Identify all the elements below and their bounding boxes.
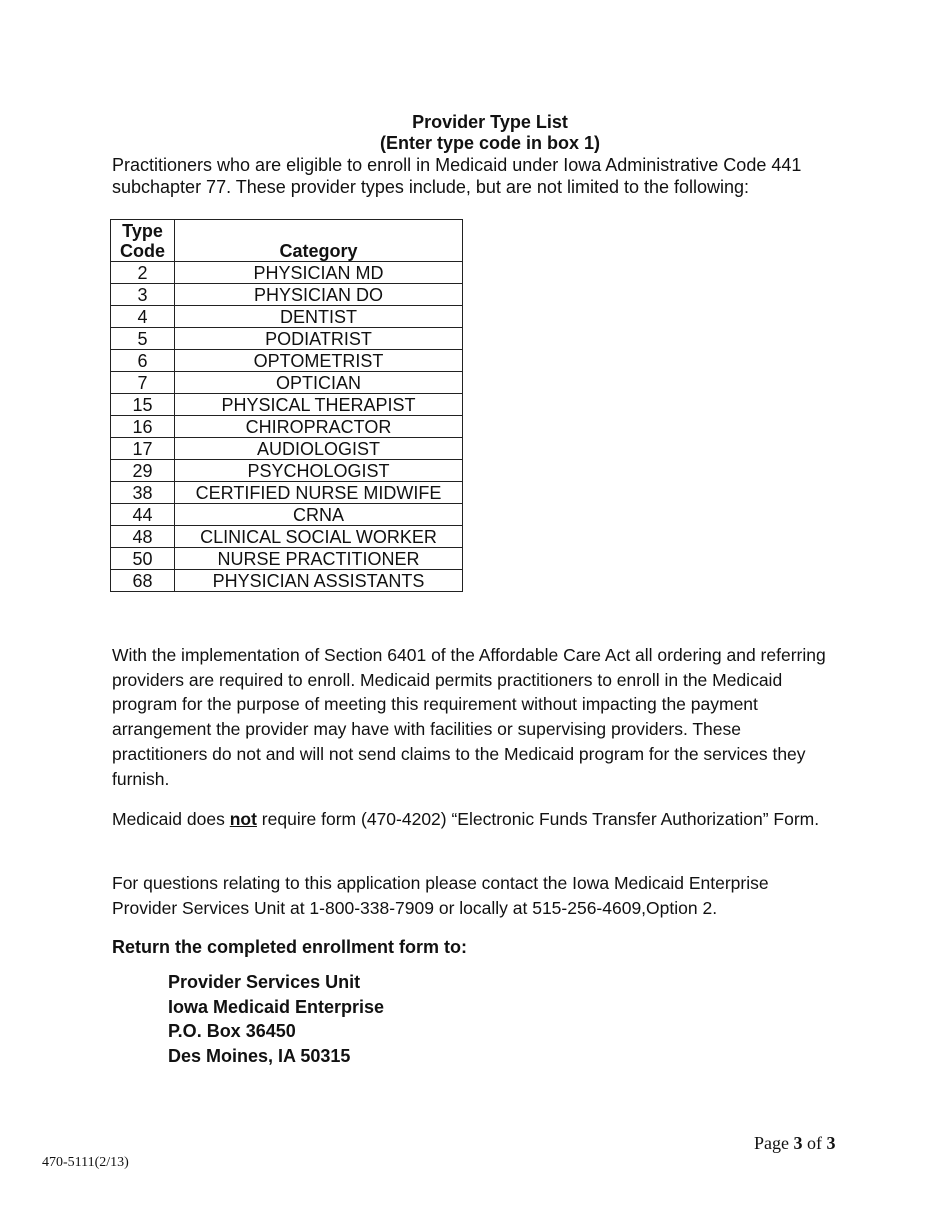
address-line: Iowa Medicaid Enterprise — [168, 996, 385, 1017]
type-code-cell: 50 — [111, 548, 175, 570]
table-row — [111, 526, 463, 548]
page-title: Provider Type List — [412, 112, 568, 132]
eft-paragraph — [112, 807, 832, 832]
table-row — [111, 372, 463, 394]
type-code-cell: 4 — [111, 306, 175, 328]
category-cell: PODIATRIST — [175, 328, 463, 350]
questions-paragraph: For questions relating to this application please contact the Iowa Medicaid Enterprise Provider Services Unit at 1-800-338-7909 or locally at 515-256-4609,Option 2. — [112, 873, 769, 918]
category-cell: CRNA — [175, 504, 463, 526]
table-row — [111, 394, 463, 416]
current-page: 3 — [793, 1133, 803, 1153]
type-code-cell: 48 — [111, 526, 175, 548]
eft-text-after: require form (470-4202) “Electronic Funds Transfer Authorization” Form. — [256, 809, 820, 829]
total-pages: 3 — [826, 1133, 836, 1153]
type-code-cell: 44 — [111, 504, 175, 526]
address-line: Provider Services Unit — [168, 972, 361, 992]
aca-paragraph: With the implementation of Section 6401 of the Affordable Care Act all ordering and referring providers are required to enroll. Medicaid permits practitioners to enroll in the Medicaid program for the purpose of meeting this requirement without impacting the payment arrangement the provider may have with facilities or supervising providers. These practitioners do not and will not send claims to the Medicaid program for the services they furnish. — [112, 645, 826, 789]
type-code-cell: 15 — [111, 394, 175, 416]
category-header: Category — [175, 220, 463, 262]
category-cell: NURSE PRACTITIONER — [175, 548, 463, 570]
category-cell: OPTICIAN — [175, 372, 463, 394]
category-cell: PHYSICIAN ASSISTANTS — [175, 570, 463, 592]
category-cell: CERTIFIED NURSE MIDWIFE — [175, 482, 463, 504]
document-title — [0, 112, 950, 154]
category-cell: AUDIOLOGIST — [175, 438, 463, 460]
table-row — [111, 460, 463, 482]
category-cell: DENTIST — [175, 306, 463, 328]
page-subtitle: (Enter type code in box 1) — [379, 133, 601, 153]
table-row — [111, 504, 463, 526]
table-row — [111, 482, 463, 504]
type-code-cell: 38 — [111, 482, 175, 504]
type-code-cell: 6 — [111, 350, 175, 372]
type-code-cell: 16 — [111, 416, 175, 438]
table-row — [111, 262, 463, 284]
address-line: Des Moines, IA 50315 — [168, 1046, 351, 1067]
category-cell: PHYSICIAN MD — [175, 262, 463, 284]
return-label: Return the completed enrollment form to: — [112, 937, 468, 957]
type-code-cell: 29 — [111, 460, 175, 482]
table-row — [111, 350, 463, 372]
intro-paragraph: Practitioners who are eligible to enroll in Medicaid under Iowa Administrative Code 441 subchapter 77. These provider types include, but are not limited to the following: — [112, 155, 802, 197]
table-row — [111, 570, 463, 592]
table-row — [111, 416, 463, 438]
type-code-cell: 3 — [111, 284, 175, 306]
table-row — [111, 306, 463, 328]
category-cell: PSYCHOLOGIST — [175, 460, 463, 482]
type-code-cell: 2 — [111, 262, 175, 284]
category-cell: CHIROPRACTOR — [175, 416, 463, 438]
form-id: 470-5111(2/13) — [42, 1155, 129, 1170]
type-code-cell: 7 — [111, 372, 175, 394]
category-cell: CLINICAL SOCIAL WORKER — [175, 526, 463, 548]
category-cell: OPTOMETRIST — [175, 350, 463, 372]
provider-type-table — [110, 219, 463, 592]
type-code-cell: 5 — [111, 328, 175, 350]
category-cell: PHYSICAL THERAPIST — [175, 394, 463, 416]
mailing-address — [168, 970, 384, 1069]
table-row — [111, 548, 463, 570]
address-line: P.O. Box 36450 — [168, 1021, 296, 1042]
table-row — [111, 328, 463, 350]
type-code-cell: 68 — [111, 570, 175, 592]
page-number: Page 3 of 3 — [754, 1133, 836, 1153]
eft-text-before: Medicaid does — [112, 809, 230, 829]
eft-emphasis: not — [229, 809, 257, 829]
table-header-row — [111, 220, 463, 262]
type-code-cell: 17 — [111, 438, 175, 460]
type-code-header: Type Code — [111, 220, 175, 262]
table-row — [111, 438, 463, 460]
table-row — [111, 284, 463, 306]
category-cell: PHYSICIAN DO — [175, 284, 463, 306]
